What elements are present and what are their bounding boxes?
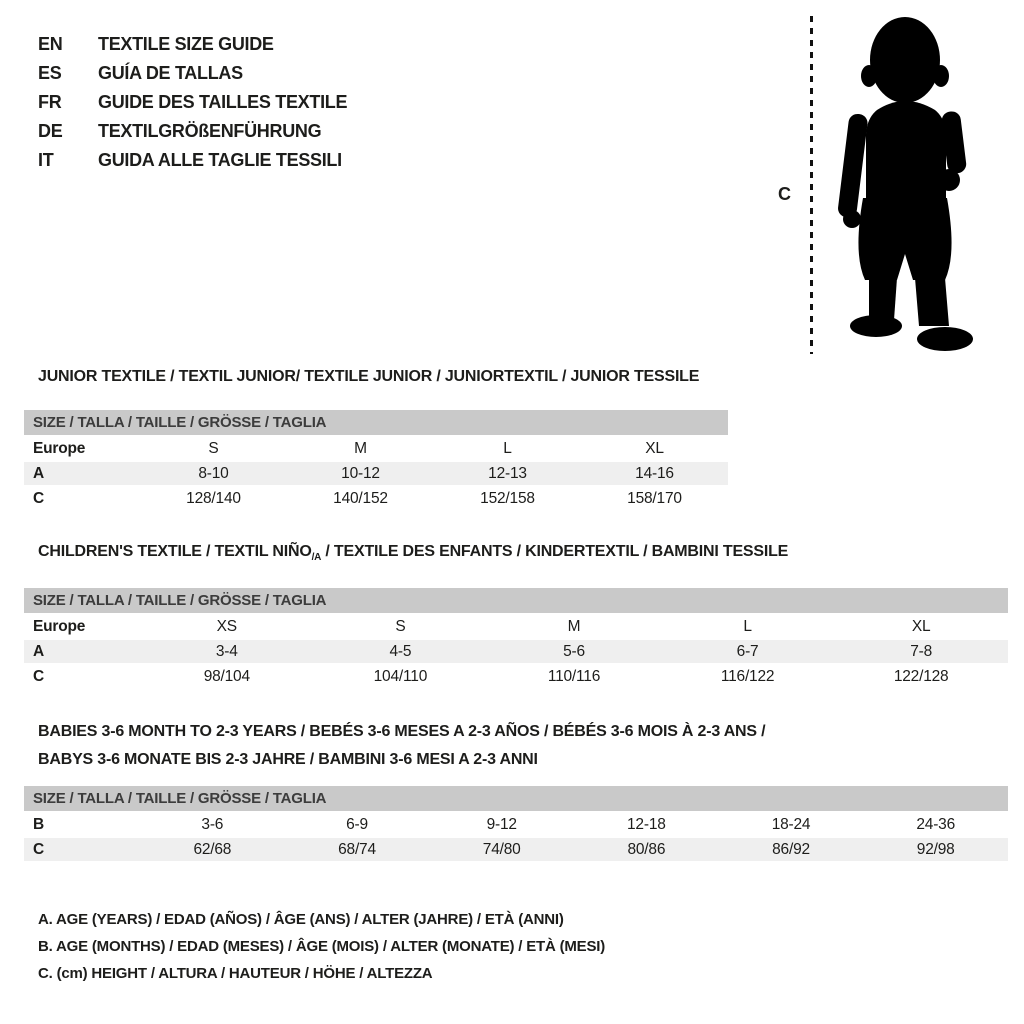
- language-title: TEXTILE SIZE GUIDE: [98, 34, 274, 54]
- language-row-fr: [38, 88, 347, 117]
- size-cell: 6-9: [346, 816, 368, 833]
- size-cell: 12-18: [627, 816, 666, 833]
- size-cell: 9-12: [486, 816, 517, 833]
- language-title: TEXTILGRÖßENFÜHRUNG: [98, 121, 322, 141]
- language-title-list: [38, 30, 347, 175]
- size-cell: XL: [911, 618, 931, 635]
- language-title: GUIDE DES TAILLES TEXTILE: [98, 92, 348, 112]
- size-cell: M: [567, 618, 581, 635]
- babies-heading-line2: BABYS 3-6 MONATE BIS 2-3 JAHRE / BAMBINI 3-6 MESI A 2-3 ANNI: [38, 751, 538, 768]
- note-age-years: A. AGE (YEARS) / EDAD (AÑOS) / ÂGE (ANS) / ALTER (JAHRE) / ETÀ (ANNI): [38, 911, 564, 928]
- size-cell: 104/110: [373, 668, 428, 685]
- table-row: [24, 615, 1008, 638]
- height-dashed-line: [810, 16, 813, 354]
- table-row: [24, 437, 728, 460]
- size-cell: S: [395, 618, 406, 635]
- language-row-en: [38, 30, 347, 59]
- size-cell: 158/170: [627, 490, 682, 507]
- table-row: [24, 665, 1008, 688]
- size-table-header: SIZE / TALLA / TAILLE / GRÖSSE / TAGLIA: [24, 588, 1008, 613]
- size-cell: 5-6: [563, 643, 585, 660]
- size-cell: 110/116: [547, 668, 601, 685]
- size-table-header: SIZE / TALLA / TAILLE / GRÖSSE / TAGLIA: [24, 410, 728, 435]
- size-cell: XL: [645, 440, 664, 457]
- legend-notes: [38, 906, 605, 987]
- table-row: [24, 640, 1008, 663]
- size-cell: 140/152: [333, 490, 388, 507]
- size-cell: 128/140: [186, 490, 241, 507]
- language-code: EN: [38, 34, 63, 54]
- size-cell: 116/122: [720, 668, 775, 685]
- language-code: DE: [38, 121, 63, 141]
- children-heading-post: / TEXTILE DES ENFANTS / KINDERTEXTIL / BAMBINI TESSILE: [321, 543, 789, 560]
- table-row: [24, 838, 1008, 861]
- row-label: C: [33, 841, 44, 858]
- children-size-table: [24, 588, 1008, 688]
- size-cell: 7-8: [910, 643, 933, 660]
- size-cell: 6-7: [736, 643, 759, 660]
- size-cell: 24-36: [916, 816, 956, 833]
- row-label: B: [33, 816, 44, 833]
- language-row-de: [38, 117, 347, 146]
- height-measure-label: C: [778, 184, 791, 204]
- size-cell: 62/68: [193, 841, 232, 858]
- language-title: GUÍA DE TALLAS: [98, 63, 243, 83]
- size-cell: 152/158: [480, 490, 535, 507]
- language-code: FR: [38, 92, 62, 112]
- size-cell: 8-10: [198, 465, 229, 482]
- junior-size-table: [24, 410, 728, 510]
- language-title: GUIDA ALLE TAGLIE TESSILI: [98, 150, 342, 170]
- size-cell: 14-16: [635, 465, 674, 482]
- size-cell: 74/80: [482, 841, 521, 858]
- table-row: [24, 487, 728, 510]
- babies-size-table: [24, 786, 1008, 861]
- language-row-it: [38, 146, 347, 175]
- size-cell: 122/128: [893, 668, 949, 685]
- size-cell: 12-13: [488, 465, 527, 482]
- size-cell: 98/104: [203, 668, 250, 685]
- junior-section-heading: JUNIOR TEXTILE / TEXTIL JUNIOR/ TEXTILE JUNIOR / JUNIORTEXTIL / JUNIOR TESSILE: [38, 368, 700, 385]
- children-heading-subscript: /A: [311, 552, 322, 564]
- size-cell: 4-5: [389, 643, 412, 660]
- size-table-header: SIZE / TALLA / TAILLE / GRÖSSE / TAGLIA: [24, 786, 1008, 811]
- row-label: C: [33, 668, 44, 685]
- babies-section-heading: [38, 718, 765, 774]
- size-cell: 92/98: [916, 841, 955, 858]
- toddler-silhouette-icon: [827, 14, 982, 359]
- language-code: ES: [38, 63, 62, 83]
- size-cell: 80/86: [627, 841, 666, 858]
- size-cell: 3-6: [201, 816, 224, 833]
- size-cell: XS: [216, 618, 237, 635]
- note-age-months: B. AGE (MONTHS) / EDAD (MESES) / ÂGE (MOIS) / ALTER (MONATE) / ETÀ (MESI): [38, 938, 606, 955]
- size-cell: M: [354, 440, 367, 457]
- children-heading-pre: CHILDREN'S TEXTILE / TEXTIL NIÑO: [38, 543, 312, 560]
- table-row: [24, 813, 1008, 836]
- row-label: Europe: [33, 618, 86, 635]
- size-cell: S: [208, 440, 219, 457]
- height-measure-figure: [772, 12, 987, 360]
- size-cell: 68/74: [338, 841, 376, 858]
- size-cell: 10-12: [341, 465, 380, 482]
- children-section-heading: [38, 543, 788, 563]
- language-row-es: [38, 59, 347, 88]
- babies-heading-line1: BABIES 3-6 MONTH TO 2-3 YEARS / BEBÉS 3-6 MESES A 2-3 AÑOS / BÉBÉS 3-6 MOIS À 2-3 ANS /: [38, 723, 766, 740]
- row-label: Europe: [33, 440, 86, 457]
- size-cell: 18-24: [771, 816, 811, 833]
- row-label: A: [33, 643, 44, 660]
- size-cell: 3-4: [215, 643, 238, 660]
- size-cell: L: [503, 440, 512, 457]
- language-code: IT: [38, 150, 54, 170]
- table-row: [24, 462, 728, 485]
- size-cell: L: [743, 618, 752, 635]
- row-label: C: [33, 490, 44, 507]
- row-label: A: [33, 465, 44, 482]
- note-height-cm: C. (cm) HEIGHT / ALTURA / HAUTEUR / HÖHE / ALTEZZA: [38, 965, 433, 982]
- size-cell: 86/92: [772, 841, 810, 858]
